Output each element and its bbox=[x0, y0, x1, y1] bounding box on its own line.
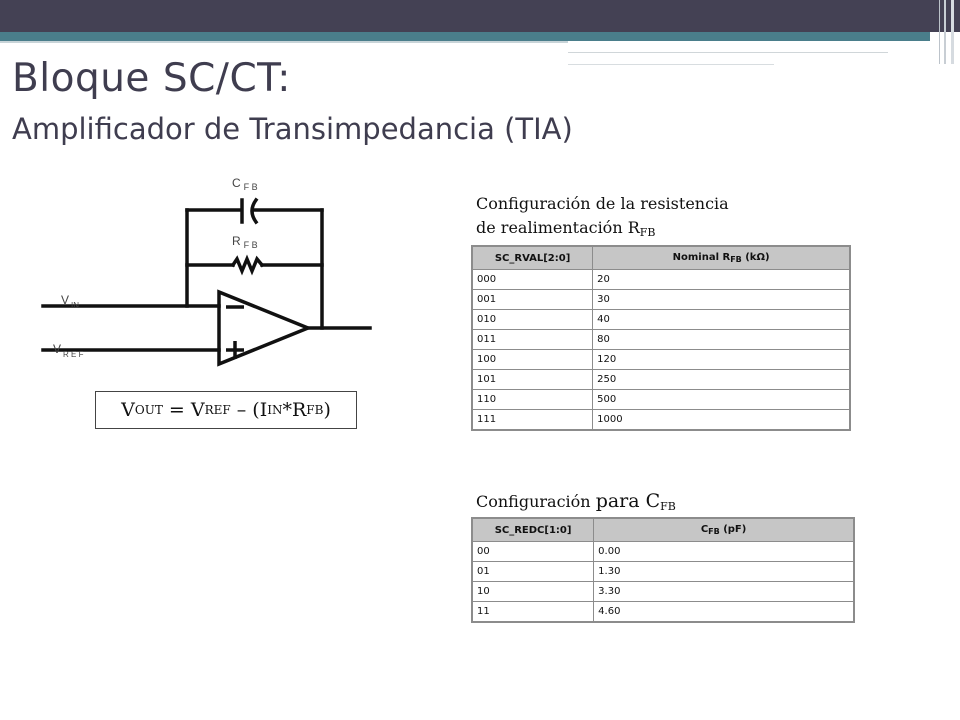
header-divider bbox=[568, 56, 774, 65]
table-row bbox=[472, 582, 854, 602]
value-cell: 1000 bbox=[593, 410, 850, 431]
table-row bbox=[472, 350, 850, 370]
value-cell: 1.30 bbox=[594, 562, 854, 582]
register-code-cell: 00 bbox=[472, 542, 594, 562]
header-divider bbox=[0, 41, 568, 43]
table-row bbox=[472, 390, 850, 410]
table-row bbox=[472, 290, 850, 310]
accent-bar bbox=[0, 32, 930, 41]
column-header: SC_REDC[1:0] bbox=[472, 518, 594, 542]
table-header-row bbox=[472, 246, 850, 270]
register-code-cell: 111 bbox=[472, 410, 593, 431]
tia-circuit-diagram bbox=[40, 170, 390, 380]
register-code-cell: 10 bbox=[472, 582, 594, 602]
slide-title: Bloque SC/CT: bbox=[12, 56, 291, 101]
register-code-cell: 01 bbox=[472, 562, 594, 582]
transfer-equation: V OUT = V REF – ( I IN *R FB ) bbox=[95, 391, 357, 429]
value-cell: 30 bbox=[593, 290, 850, 310]
table-row bbox=[472, 270, 850, 290]
value-cell: 4.60 bbox=[594, 602, 854, 623]
value-cell: 250 bbox=[593, 370, 850, 390]
table-row bbox=[472, 330, 850, 350]
value-cell: 20 bbox=[593, 270, 850, 290]
opamp-symbol bbox=[219, 292, 308, 364]
value-cell: 500 bbox=[593, 390, 850, 410]
column-header: Nominal $R_{FB}$ (kΩ) bbox=[593, 246, 850, 270]
value-cell: 0.00 bbox=[594, 542, 854, 562]
eq-iin: I bbox=[259, 399, 268, 421]
rfb-caption: Configuración de la resistencia de realimentación $R_{FB}$ bbox=[476, 194, 729, 239]
cfb-caption: Configuración para $C_{FB}$ bbox=[476, 490, 676, 513]
table-row bbox=[472, 310, 850, 330]
register-code-cell: 101 bbox=[472, 370, 593, 390]
table-row bbox=[472, 410, 850, 431]
register-code-cell: 010 bbox=[472, 310, 593, 330]
slide-subtitle: Amplificador de Transimpedancia (TIA) bbox=[12, 112, 573, 146]
eq-vref: V bbox=[190, 399, 205, 421]
register-code-cell: 100 bbox=[472, 350, 593, 370]
register-code-cell: 011 bbox=[472, 330, 593, 350]
table-header-row bbox=[472, 518, 854, 542]
register-code-cell: 000 bbox=[472, 270, 593, 290]
table-row bbox=[472, 562, 854, 582]
value-cell: 40 bbox=[593, 310, 850, 330]
value-cell: 3.30 bbox=[594, 582, 854, 602]
column-header: SC_RVAL[2:0] bbox=[472, 246, 593, 270]
rfb-config-table bbox=[471, 245, 851, 431]
cfb-config-table bbox=[471, 517, 855, 623]
eq-vout: V bbox=[121, 399, 135, 421]
table-row bbox=[472, 542, 854, 562]
vref-label: V $_{R E F}$ bbox=[53, 342, 84, 359]
header-divider bbox=[568, 42, 888, 53]
top-bar-stripe bbox=[944, 0, 946, 64]
resistor-symbol bbox=[233, 259, 262, 271]
register-code-cell: 001 bbox=[472, 290, 593, 310]
table-row bbox=[472, 370, 850, 390]
register-code-cell: 110 bbox=[472, 390, 593, 410]
top-bar-stripe bbox=[939, 0, 940, 64]
eq-rfb: *R bbox=[282, 399, 307, 421]
top-bar-stripe bbox=[951, 0, 954, 64]
rfb-label: R $_{F B}$ bbox=[232, 234, 258, 250]
table-row bbox=[472, 602, 854, 623]
value-cell: 80 bbox=[593, 330, 850, 350]
cfb-label: C $_{F B}$ bbox=[232, 176, 258, 192]
top-bar bbox=[0, 0, 960, 32]
column-header: $C_{FB}$ (pF) bbox=[594, 518, 854, 542]
register-code-cell: 11 bbox=[472, 602, 594, 623]
value-cell: 120 bbox=[593, 350, 850, 370]
vin-label: V $_{IN}$ bbox=[61, 293, 80, 310]
